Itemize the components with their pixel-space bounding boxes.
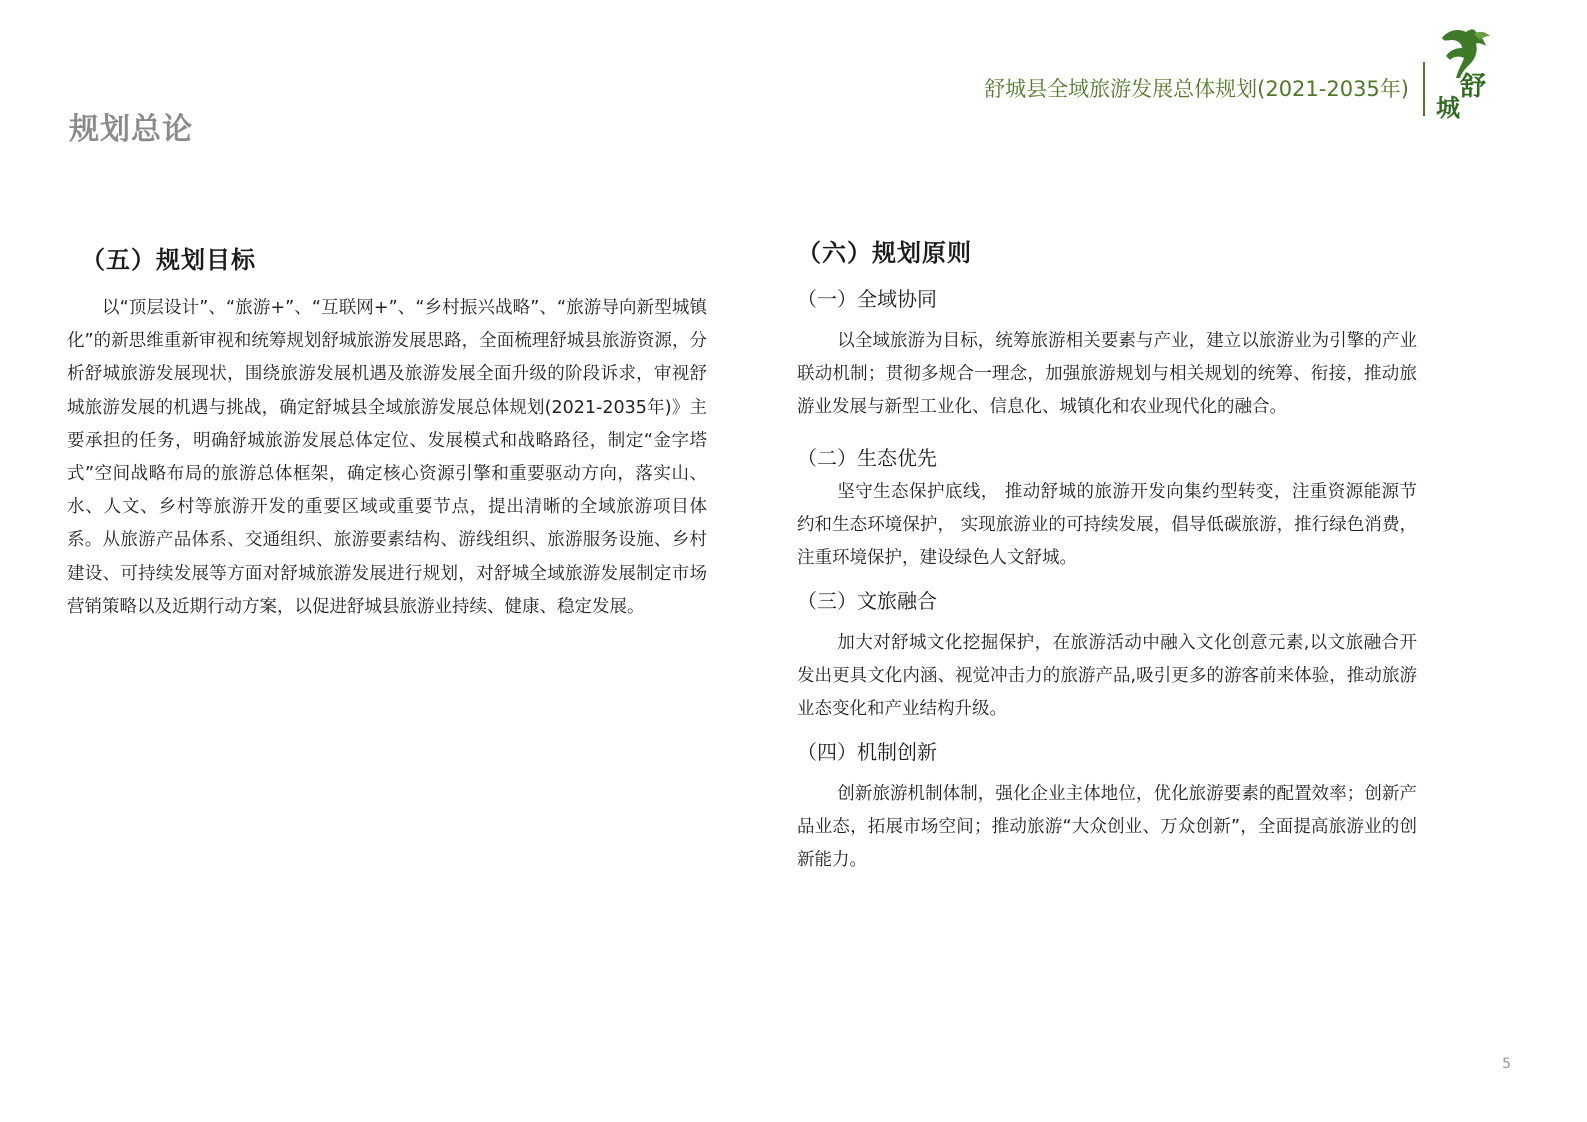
principle-item	[797, 281, 1417, 424]
shucheng-logo	[1436, 26, 1494, 120]
principle-text: 加大对舒城文化挖掘保护，在旅游活动中融入文化创意元素,以文旅融合开发出更具文化内涵、视觉冲击力的旅游产品,吸引更多的游客前来体验，推动旅游业态变化和产业结构升级。	[797, 633, 1417, 719]
principle-text: 创新旅游机制体制，强化企业主体地位，优化旅游要素的配置效率；创新产品业态，拓展市场空间；推动旅游“大众创业、万众创新”，全面提高旅游业的创新能力。	[797, 784, 1417, 870]
document-title: 舒城县全域旅游发展总体规划(2021-2035年)	[984, 77, 1409, 101]
principle-item	[797, 440, 1417, 575]
principle-title: （三）文旅融合	[797, 589, 937, 613]
title-divider	[1423, 62, 1425, 116]
planning-goals-heading: （五）规划目标	[81, 246, 256, 274]
principle-text: 以全域旅游为目标，统筹旅游相关要素与产业，建立以旅游业为引擎的产业联动机制；贯彻多规合一理念，加强旅游规划与相关规划的统筹、衔接，推动旅游业发展与新型工业化、信息化、城镇化和农业现代化的融合。	[797, 331, 1417, 417]
logo-char-shu: 舒	[1460, 72, 1487, 102]
principle-title: （二）生态优先	[797, 446, 937, 470]
planning-goals-paragraph: 以“顶层设计”、“旅游+”、“互联网+”、“乡村振兴战略”、“旅游导向新型城镇化”的新思维重新审视和统筹规划舒城旅游发展思路，全面梳理舒城县旅游资源，分析舒城旅游发展现状，围绕旅游发展机遇及旅游发展全面升级的阶段诉求，审视舒城旅游发展的机遇与挑战，确定舒城县全域旅游发展总体规划(2021-2035年)》主要承担的任务，明确舒城旅游发展总体定位、发展模式和战略路径，制定“金字塔式”空间战略布局的旅游总体框架，确定核心资源引擎和重要驱动方向，落实山、水、人文、乡村等旅游开发的重要区域或重要节点，提出清晰的全域旅游项目体系。从旅游产品体系、交通组织、旅游要素结构、游线组织、旅游服务设施、乡村建设、可持续发展等方面对舒城旅游发展进行规划，对舒城全域旅游发展制定市场营销策略以及近期行动方案，以促进舒城县旅游业持续、健康、稳定发展。	[67, 298, 707, 617]
section-title: 规划总论	[69, 112, 193, 147]
logo-char-cheng: 城	[1436, 93, 1460, 122]
principle-item	[797, 734, 1417, 877]
left-column	[67, 240, 707, 624]
page-number: 5	[1502, 1056, 1511, 1072]
principle-title: （四）机制创新	[797, 740, 937, 764]
principle-title: （一）全域协同	[797, 287, 937, 311]
right-column	[797, 233, 1417, 877]
planning-principles-heading: （六）规划原则	[797, 239, 972, 267]
principle-item	[797, 583, 1417, 726]
principle-text: 坚守生态保护底线， 推动舒城的旅游开发向集约型转变，注重资源能源节约和生态环境保护， 实现旅游业的可持续发展，倡导低碳旅游，推行绿色消费，注重环境保护，建设绿色人文舒城。	[797, 482, 1417, 568]
